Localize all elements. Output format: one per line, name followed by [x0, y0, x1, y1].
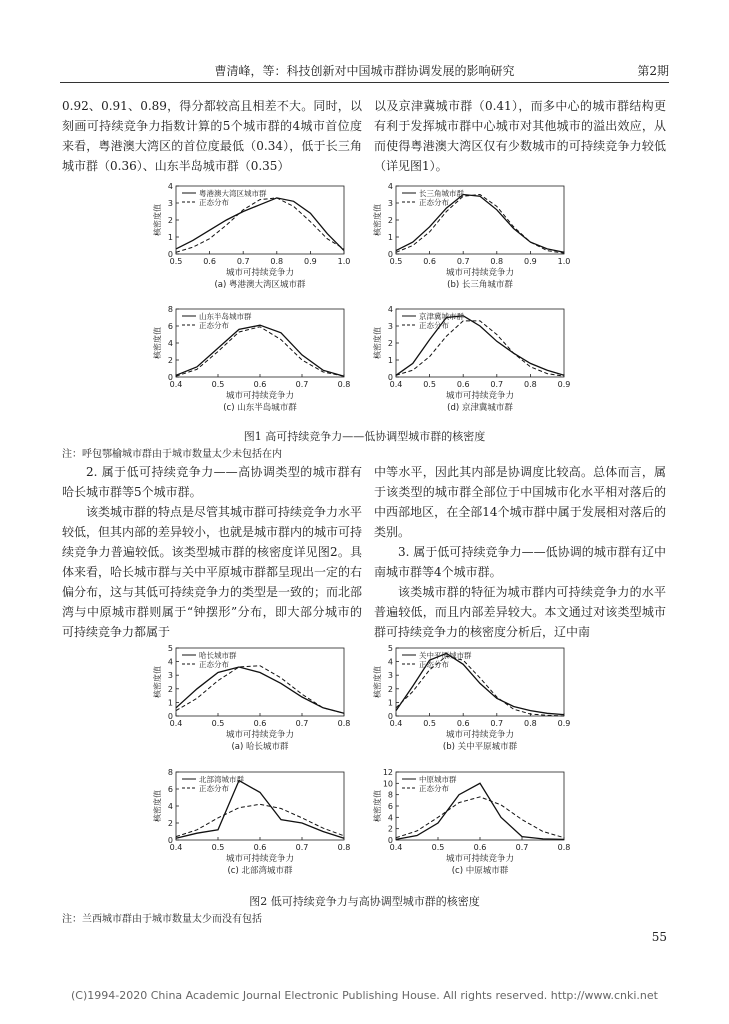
x-tick-label: 0.6 — [423, 257, 436, 266]
running-title: 曹清峰，等：科技创新对中国城市群协调发展的影响研究 — [214, 64, 515, 78]
figure2-panel-a — [152, 642, 352, 764]
y-tick-label: 3 — [167, 671, 173, 681]
y-tick-label: 5 — [167, 644, 173, 653]
text-mid-left — [62, 462, 362, 642]
y-tick-label: 8 — [167, 305, 173, 314]
y-tick-label: 0 — [167, 373, 173, 382]
x-tick-label: 0.6 — [456, 719, 470, 728]
x-axis-label: 城市可持续竞争力 — [225, 730, 295, 740]
x-tick-label: 0.7 — [490, 380, 504, 389]
x-tick-label: 0.8 — [524, 719, 537, 728]
text-top-right — [374, 96, 666, 176]
legend-label: 哈长城市群 — [199, 651, 237, 660]
x-tick-label: 0.9 — [304, 257, 317, 266]
y-tick-label: 0 — [387, 250, 393, 259]
y-tick-label: 3 — [387, 199, 393, 208]
y-tick-label: 2 — [167, 819, 173, 828]
legend-label: 正态分布 — [419, 321, 449, 330]
series-line-city-cluster — [176, 667, 344, 713]
kernel-density-chart — [372, 766, 572, 884]
legend-label: 京津冀城市群 — [419, 312, 464, 321]
legend-label: 正态分布 — [419, 660, 449, 669]
figure2-panel-d — [372, 766, 572, 888]
x-tick-label: 0.7 — [295, 843, 309, 852]
x-tick-label: 0.6 — [253, 380, 267, 389]
x-tick-label: 0.6 — [253, 843, 267, 852]
y-axis-label: 核密度值 — [153, 204, 162, 236]
legend-label: 正态分布 — [419, 784, 449, 793]
legend-label: 正态分布 — [199, 321, 229, 330]
series-line-normal — [176, 327, 344, 376]
y-tick-label: 0 — [387, 373, 393, 382]
y-tick-label: 4 — [387, 657, 393, 667]
series-line-city-cluster — [176, 325, 344, 376]
legend-label: 长三角城市群 — [419, 189, 464, 198]
y-tick-label: 2 — [167, 216, 173, 225]
paragraph: 中等水平，因此其内部是协调度比较高。总体而言，属于该类型的城市群全部位于中国城市化水平相对落后的中西部地区，在全部14个城市群中属于发展相对落后的类别。 — [374, 465, 666, 539]
paragraph: 以及京津冀城市群（0.41），而多中心的城市群结构更有利于发挥城市群中心城市对其他城市的溢出效应，从而使得粤港澳大湾区仅有少数城市的可持续竞争力较低（详见图1）。 — [374, 99, 666, 173]
x-axis-label: 城市可持续竞争力 — [445, 730, 515, 740]
y-tick-label: 2 — [167, 684, 173, 694]
y-tick-label: 2 — [167, 356, 173, 365]
y-tick-label: 1 — [167, 233, 173, 242]
y-tick-label: 0 — [167, 836, 173, 845]
y-tick-label: 1 — [387, 233, 393, 242]
x-tick-label: 0.7 — [295, 380, 309, 389]
x-axis-label: 城市可持续竞争力 — [445, 391, 515, 401]
panel-caption: (d) 京津冀城市群 — [447, 403, 513, 413]
y-axis-label: 核密度值 — [373, 204, 382, 236]
issue-number: 第2期 — [637, 64, 669, 78]
legend-label: 正态分布 — [419, 198, 449, 207]
y-tick-label: 4 — [167, 657, 173, 667]
kernel-density-chart — [152, 642, 352, 760]
section-heading: 3. 属于低可持续竞争力——低协调的城市群有辽中南城市群等4个城市群。 — [374, 545, 666, 579]
y-axis-label: 核密度值 — [153, 327, 162, 359]
kernel-density-chart — [152, 303, 352, 421]
x-tick-label: 0.6 — [473, 843, 487, 852]
paragraph: 该类城市群的特点是尽管其城市群可持续竞争力水平较低，但其内部的差异较小，也就是城市群内的城市可持续竞争力普遍较低。该类型城市群的核密度详见图2。具体来看，哈长城市群与关中平原城市群都呈现出一定的右偏分布，这与其低可持续竞争力的类型是一致的；而北部湾与中原城市群则属于“钟摆形”分布，即大部分城市的可持续竞争力都属于 — [62, 505, 363, 639]
x-tick-label: 0.7 — [236, 257, 250, 266]
legend-label: 中原城市群 — [419, 775, 457, 784]
y-tick-label: 0 — [167, 712, 173, 721]
panel-caption: (c) 山东半岛城市群 — [223, 403, 297, 413]
y-tick-label: 6 — [387, 802, 393, 811]
x-tick-label: 0.4 — [389, 719, 403, 728]
x-tick-label: 0.7 — [515, 843, 529, 852]
panel-caption: (b) 长三角城市群 — [447, 280, 513, 290]
figure1-panel-a — [152, 180, 352, 302]
figure1-title: 图1 高可持续竞争力——低协调型城市群的核密度 — [243, 430, 486, 443]
kernel-density-chart — [372, 180, 572, 298]
y-tick-label: 8 — [167, 768, 173, 777]
x-axis-label: 城市可持续竞争力 — [225, 391, 295, 401]
x-tick-label: 0.8 — [337, 843, 351, 852]
figure2-panel-c — [152, 766, 352, 888]
y-axis-label: 核密度值 — [153, 790, 162, 822]
panel-caption: (c) 北部湾城市群 — [227, 866, 293, 876]
paragraph: 0.92、0.91、0.89，得分都较高且相差不大。同时，以刻画可持续竞争力指数计算的5个城市群的4城市首位度来看，粤港澳大湾区的首位度最低（0.34），低于长三角城市群（0.36）、山东半岛城市群（0.35） — [62, 99, 362, 173]
x-tick-label: 0.7 — [456, 257, 470, 266]
kernel-density-chart — [152, 766, 352, 884]
y-tick-label: 4 — [167, 339, 173, 348]
x-tick-label: 0.5 — [211, 719, 225, 728]
x-tick-label: 0.7 — [295, 719, 309, 728]
legend-label: 正态分布 — [199, 784, 229, 793]
x-axis-label: 城市可持续竞争力 — [445, 854, 515, 864]
legend-label: 关中平原城市群 — [419, 651, 472, 660]
legend-label: 粤港澳大湾区城市群 — [199, 189, 267, 198]
x-tick-label: 0.9 — [557, 380, 571, 389]
figure2-note: 注：兰西城市群由于城市数量太少而没有包括 — [62, 914, 262, 925]
x-tick-label: 0.6 — [203, 257, 216, 266]
kernel-density-chart — [372, 642, 572, 760]
x-tick-label: 0.4 — [389, 843, 403, 852]
panel-caption: (a) 哈长城市群 — [231, 742, 289, 752]
panel-caption: (b) 关中平原城市群 — [442, 742, 518, 752]
figure1-panel-d — [372, 303, 572, 425]
x-tick-label: 0.5 — [423, 380, 436, 389]
x-tick-label: 0.4 — [169, 843, 183, 852]
legend-label: 正态分布 — [199, 198, 229, 207]
x-tick-label: 0.5 — [211, 843, 225, 852]
y-tick-label: 4 — [387, 182, 393, 191]
x-tick-label: 0.5 — [389, 257, 403, 266]
y-tick-label: 12 — [382, 768, 393, 777]
y-tick-label: 5 — [387, 644, 393, 653]
text-top-left — [62, 96, 362, 176]
legend-label: 北部湾城市群 — [199, 775, 244, 784]
y-axis-label: 核密度值 — [373, 666, 382, 698]
figure1-panel-b — [372, 180, 572, 302]
x-tick-label: 1.0 — [337, 257, 351, 266]
x-tick-label: 0.8 — [490, 257, 504, 266]
figure1-note: 注：呼包鄂榆城市群由于城市数量太少未包括在内 — [62, 449, 282, 460]
x-tick-label: 0.8 — [557, 843, 571, 852]
y-tick-label: 2 — [387, 339, 393, 348]
x-axis-label: 城市可持续竞争力 — [225, 268, 295, 278]
x-tick-label: 0.5 — [211, 380, 225, 389]
figure1-panel-c — [152, 303, 352, 425]
figure2-panel-b — [372, 642, 572, 764]
x-tick-label: 0.8 — [337, 719, 351, 728]
page-number: 55 — [651, 930, 667, 944]
legend-label: 山东半岛城市群 — [199, 312, 252, 321]
y-tick-label: 3 — [167, 199, 173, 208]
y-tick-label: 3 — [387, 322, 393, 331]
x-tick-label: 0.5 — [169, 257, 183, 266]
y-axis-label: 核密度值 — [153, 666, 162, 698]
series-line-normal — [176, 804, 344, 836]
y-tick-label: 8 — [387, 790, 393, 800]
x-axis-label: 城市可持续竞争力 — [445, 268, 515, 278]
x-tick-label: 0.4 — [169, 380, 183, 389]
y-axis-label: 核密度值 — [373, 790, 382, 822]
x-tick-label: 0.4 — [389, 380, 403, 389]
y-tick-label: 4 — [387, 305, 393, 314]
x-tick-label: 0.4 — [169, 719, 183, 728]
y-tick-label: 0 — [167, 250, 173, 259]
kernel-density-chart — [152, 180, 352, 298]
kernel-density-chart — [372, 303, 572, 421]
y-tick-label: 1 — [387, 356, 393, 365]
x-tick-label: 0.9 — [557, 719, 571, 728]
y-tick-label: 4 — [167, 182, 173, 191]
figure2-title: 图2 低可持续竞争力与高协调型城市群的核密度 — [249, 895, 480, 908]
y-tick-label: 6 — [167, 322, 173, 331]
text-mid-right — [374, 462, 666, 642]
panel-caption: (a) 粤港澳大湾区城市群 — [214, 280, 306, 290]
y-tick-label: 2 — [387, 216, 393, 225]
y-tick-label: 4 — [387, 813, 393, 823]
y-tick-label: 3 — [387, 671, 393, 681]
y-tick-label: 2 — [387, 684, 393, 694]
x-axis-label: 城市可持续竞争力 — [225, 854, 295, 864]
x-tick-label: 0.6 — [456, 380, 470, 389]
running-header — [60, 62, 669, 83]
y-tick-label: 0 — [387, 712, 393, 721]
x-tick-label: 0.5 — [431, 843, 445, 852]
y-tick-label: 2 — [387, 824, 393, 834]
paragraph: 该类城市群的特征为城市群内可持续竞争力的水平普遍较低，而且内部差异较大。本文通过对该类型城市群可持续竞争力的核密度分析后，辽中南 — [374, 585, 666, 639]
x-tick-label: 0.8 — [337, 380, 351, 389]
x-tick-label: 0.9 — [524, 257, 537, 266]
copyright-footer: (C)1994-2020 China Academic Journal Electronic Publishing House. All rights reserved. http://www.cnki.net — [71, 989, 658, 1002]
y-tick-label: 6 — [167, 785, 173, 794]
y-tick-label: 1 — [387, 698, 393, 708]
section-heading: 2. 属于低可持续竞争力——高协调类型的城市群有哈长城市群等5个城市群。 — [62, 465, 362, 499]
y-axis-label: 核密度值 — [373, 327, 382, 359]
x-tick-label: 0.5 — [423, 719, 436, 728]
y-tick-label: 4 — [167, 802, 173, 811]
x-tick-label: 0.8 — [270, 257, 284, 266]
y-tick-label: 0 — [387, 836, 393, 845]
y-tick-label: 1 — [167, 698, 173, 708]
x-tick-label: 0.8 — [524, 380, 537, 389]
panel-caption: (c) 中原城市群 — [451, 866, 509, 876]
x-tick-label: 0.6 — [253, 719, 267, 728]
x-tick-label: 1.0 — [557, 257, 571, 266]
y-tick-label: 10 — [382, 779, 393, 789]
series-line-normal — [396, 797, 564, 838]
legend-label: 正态分布 — [199, 660, 229, 669]
x-tick-label: 0.7 — [490, 719, 504, 728]
